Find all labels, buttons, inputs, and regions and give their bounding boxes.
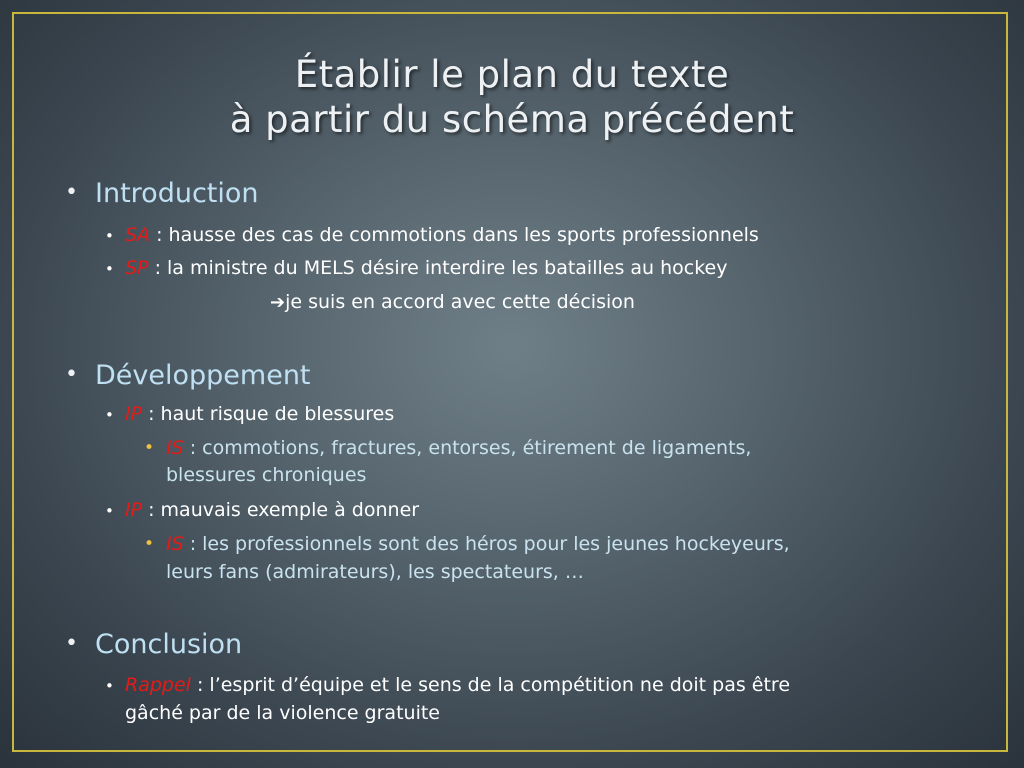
outline-item-sa: • SA : hausse des cas de commotions dans les sports professionnels [105,224,759,246]
bullet-icon: • [105,677,114,695]
outline-heading-introduction: • Introduction [65,178,259,209]
outline-heading-conclusion: • Conclusion [65,629,243,660]
bullet-icon: • [65,180,78,205]
outline-item-is-1: • IS : commotions, fractures, entorses, étirement de ligaments, [144,437,752,459]
outline-item-is-2-continued: leurs fans (admirateurs), les spectateurs, … [166,561,584,583]
title-line-2: à partir du schéma précédent [229,98,795,141]
bullet-icon: • [65,631,78,656]
outline-item-is-2: • IS : les professionnels sont des héros pour les jeunes hockeyeurs, [144,533,790,555]
bullet-icon: • [105,260,114,278]
outline-position-statement: ➔je suis en accord avec cette décision [270,291,635,313]
outline-item-rappel: • Rappel : l’esprit d’équipe et le sens de la compétition ne doit pas être [105,674,791,696]
outline-item-ip-2: • IP : mauvais exemple à donner [105,499,420,521]
outline-heading-developpement: • Développement [65,360,311,391]
bullet-icon: • [105,502,114,520]
slide-title [0,52,1024,142]
outline-item-is-1-continued: blessures chroniques [166,464,367,486]
bullet-icon: • [105,406,114,424]
outline-item-ip-1: • IP : haut risque de blessures [105,403,395,425]
outline-item-rappel-continued: gâché par de la violence gratuite [125,702,440,724]
outline-item-sp: • SP : la ministre du MELS désire interdire les batailles au hockey [105,257,728,279]
bullet-icon: • [105,227,114,245]
bullet-icon: • [144,438,155,458]
right-arrow-icon: ➔ [270,292,286,313]
bullet-icon: • [65,362,78,387]
bullet-icon: • [144,534,155,554]
title-line-1: Établir le plan du texte [294,53,730,96]
